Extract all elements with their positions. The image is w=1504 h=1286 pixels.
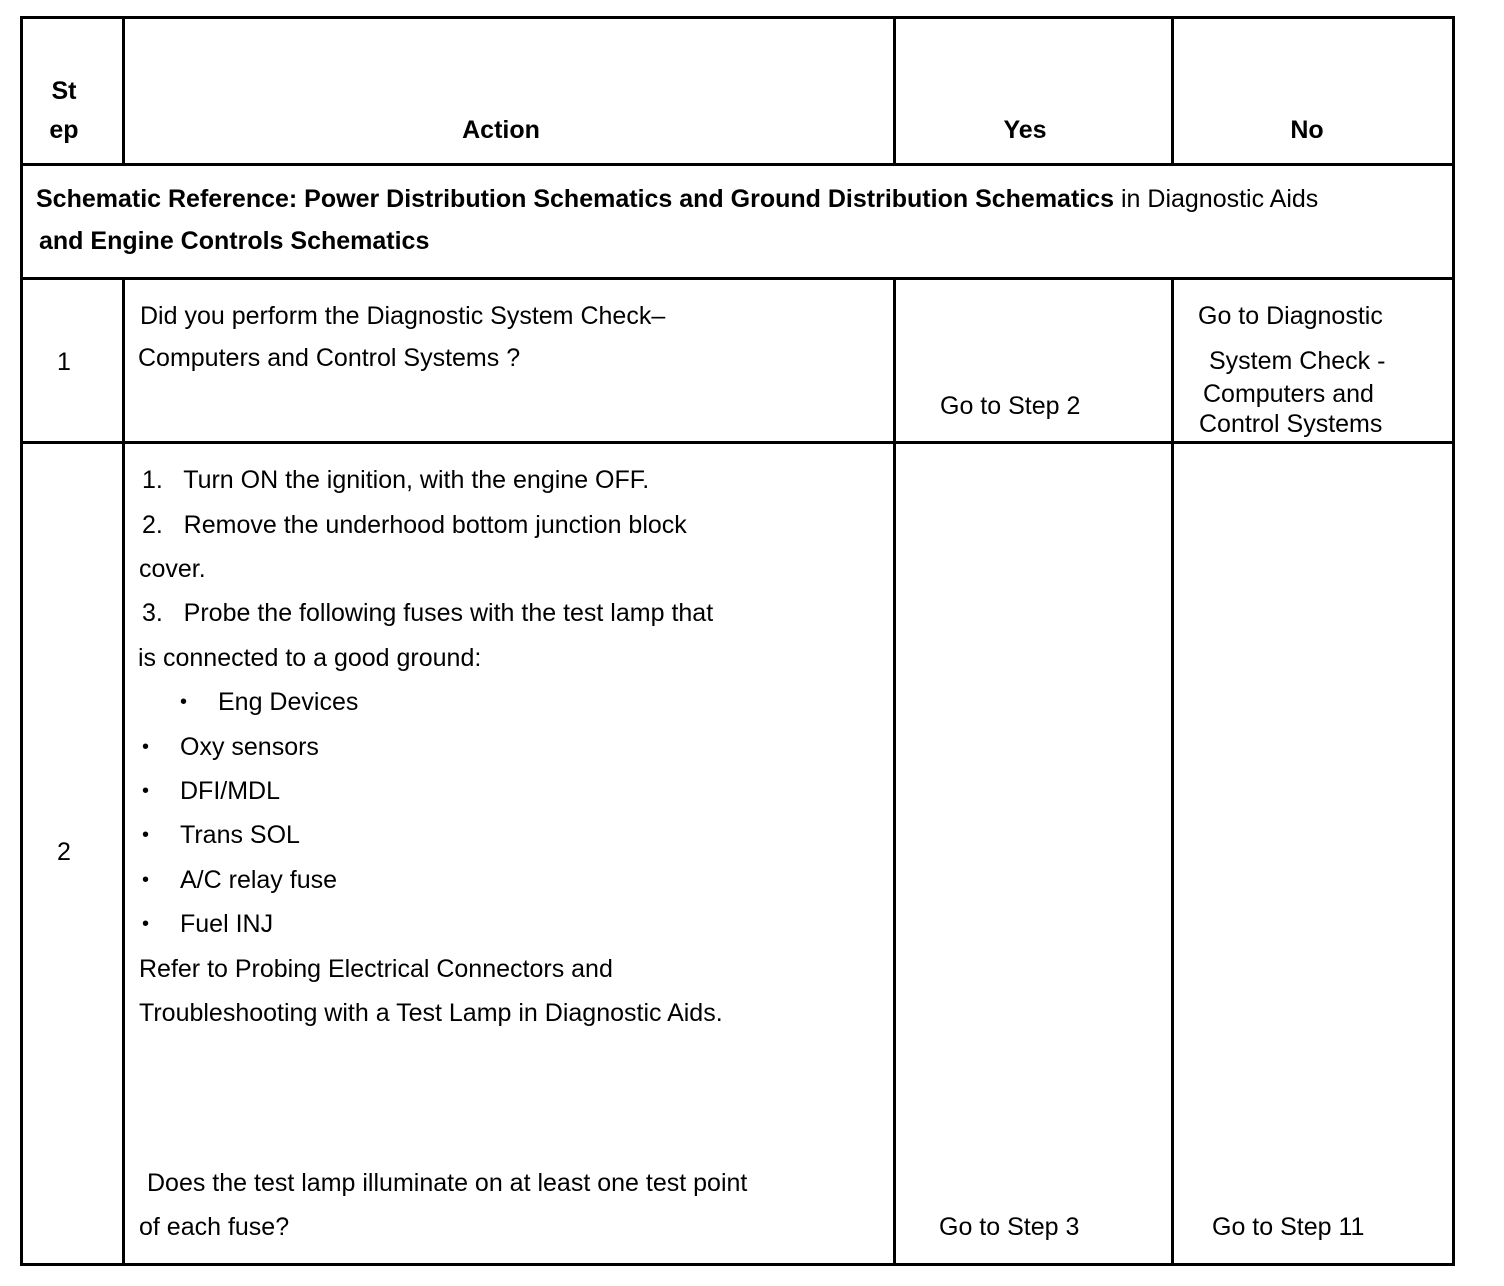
- header-step: [20, 76, 108, 145]
- row1-step: 1: [57, 348, 71, 376]
- fuse-item: DFI/MDL: [180, 777, 280, 805]
- table-border-top: [20, 16, 1455, 19]
- schematic-reference-line1: [36, 184, 1318, 214]
- fuse-item: Oxy sensors: [180, 733, 319, 761]
- header-step-line2: ep: [49, 116, 79, 144]
- row2-action-line2: 2. Remove the underhood bottom junction block: [142, 511, 687, 539]
- row1-no-line3: Computers and: [1203, 380, 1374, 408]
- table-border-left: [20, 16, 23, 1266]
- reference-divider: [20, 277, 1455, 280]
- header-yes: Yes: [1003, 116, 1047, 144]
- fuse-bullet: •: [142, 869, 150, 891]
- row1-no-line2: System Check -: [1209, 347, 1386, 375]
- row2-no: Go to Step 11: [1212, 1213, 1365, 1241]
- schematic-reference-line2: and Engine Controls Schematics: [39, 227, 430, 255]
- row2-step: 2: [57, 838, 71, 866]
- fuse-item: Eng Devices: [218, 688, 359, 716]
- row2-action-line1: 1. Turn ON the ignition, with the engine OFF.: [142, 466, 650, 494]
- header-action: Action: [462, 116, 540, 144]
- row2-action-line5: is connected to a good ground:: [138, 644, 482, 672]
- table-border-right: [1452, 16, 1455, 1266]
- schematic-reference-normal: in Diagnostic Aids: [1120, 185, 1319, 213]
- diagnostic-table: [20, 16, 1455, 1266]
- row1-divider: [20, 441, 1455, 444]
- header-no: No: [1290, 116, 1324, 144]
- row1-action-line2: Computers and Control Systems ?: [138, 344, 521, 372]
- table-border-bottom: [20, 1263, 1455, 1266]
- row2-question-line1: Does the test lamp illuminate on at least one test point: [147, 1169, 748, 1197]
- step-col-divider-body: [122, 277, 125, 1266]
- fuse-bullet: •: [142, 913, 150, 935]
- yes-col-divider-body: [1171, 277, 1174, 1266]
- fuse-bullet: •: [180, 691, 188, 713]
- row2-action-line4: 3. Probe the following fuses with the test lamp that: [142, 599, 714, 627]
- row2-refer-line1: Refer to Probing Electrical Connectors and: [139, 955, 613, 983]
- header-divider: [20, 163, 1455, 166]
- fuse-item: A/C relay fuse: [180, 866, 338, 894]
- fuse-bullet: •: [142, 736, 150, 758]
- row2-refer-line2: Troubleshooting with a Test Lamp in Diagnostic Aids.: [139, 999, 723, 1027]
- row1-action-line1: Did you perform the Diagnostic System Check–: [140, 302, 666, 330]
- row2-question-line2: of each fuse?: [139, 1213, 290, 1241]
- row1-no-line4: Control Systems: [1199, 410, 1383, 438]
- row2-yes: Go to Step 3: [939, 1213, 1080, 1241]
- fuse-item: Trans SOL: [180, 821, 300, 849]
- row1-yes: Go to Step 2: [940, 392, 1081, 420]
- row2-action-line3: cover.: [139, 555, 206, 583]
- fuse-bullet: •: [142, 780, 150, 802]
- action-col-divider-body: [893, 277, 896, 1266]
- fuse-bullet: •: [142, 824, 150, 846]
- schematic-reference-bold: Schematic Reference: Power Distribution Schematics and Ground Distribution Schematics: [36, 185, 1115, 213]
- fuse-item: Fuel INJ: [180, 910, 274, 938]
- row1-no-line1: Go to Diagnostic: [1198, 302, 1383, 330]
- header-step-line1: St: [51, 77, 77, 105]
